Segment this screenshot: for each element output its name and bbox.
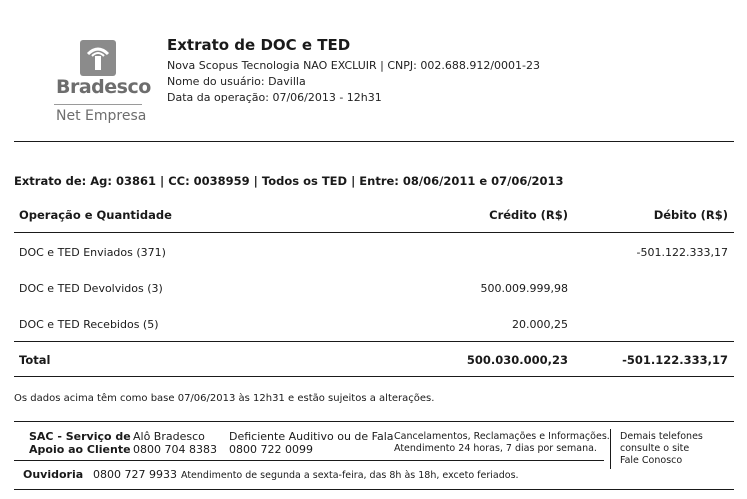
brand-name: Bradesco: [56, 76, 151, 98]
page-title: Extrato de DOC e TED: [167, 36, 351, 54]
column-header-credit: Crédito (R$): [489, 208, 568, 222]
operation-date: Data da operação: 07/06/2013 - 12h31: [167, 91, 382, 104]
total-debit: -501.122.333,17: [622, 353, 728, 367]
header-divider: [14, 141, 734, 142]
table-row-label: DOC e TED Devolvidos (3): [19, 282, 163, 295]
table-row-debit: -501.122.333,17: [636, 246, 728, 259]
total-bottom-divider: [14, 376, 734, 377]
cancel-info-line2: Atendimento 24 horas, 7 dias por semana.: [394, 443, 597, 454]
disclaimer-note: Os dados acima têm como base 07/06/2013 às 12h31 e estão sujeitos a alterações.: [14, 393, 435, 404]
alo-bradesco-phone[interactable]: 0800 704 8383: [133, 443, 217, 456]
bradesco-logo: [52, 38, 151, 128]
sac-title-line1: SAC - Serviço de: [29, 430, 131, 443]
table-row-label: DOC e TED Enviados (371): [19, 246, 166, 259]
footer-bottom-divider: [14, 489, 734, 490]
total-label: Total: [19, 353, 51, 367]
ouvidoria-phone[interactable]: 0800 727 9933: [93, 468, 177, 481]
ouvidoria-hours: Atendimento de segunda a sexta-feira, das 8h às 18h, exceto feriados.: [181, 470, 519, 481]
product-name: Net Empresa: [56, 108, 147, 124]
statement-summary: Extrato de: Ag: 03861 | CC: 0038959 | Todos os TED | Entre: 08/06/2011 e 07/06/2013: [14, 174, 564, 188]
total-credit: 500.030.000,23: [466, 353, 568, 367]
ouvidoria-label: Ouvidoria: [23, 468, 84, 481]
bradesco-tree-icon: [80, 40, 116, 76]
table-row-label: DOC e TED Recebidos (5): [19, 318, 159, 331]
company-info: Nova Scopus Tecnologia NAO EXCLUIR | CNPJ: 002.688.912/0001-23: [167, 59, 541, 72]
footer-mid-divider: [14, 460, 604, 461]
logo-divider: [54, 104, 142, 105]
footer-top-divider: [14, 421, 734, 422]
column-header-debit: Débito (R$): [653, 208, 728, 222]
fale-conosco-link[interactable]: Fale Conosco: [620, 455, 683, 466]
alo-bradesco-label: Alô Bradesco: [133, 430, 205, 443]
cancel-info-line1: Cancelamentos, Reclamações e Informações.: [394, 431, 610, 442]
user-name: Nome do usuário: Davilla: [167, 75, 306, 88]
other-phones-line2: consulte o site: [620, 443, 690, 454]
table-header-divider: [14, 232, 734, 233]
column-header-operation: Operação e Quantidade: [19, 208, 172, 222]
deaf-service-phone[interactable]: 0800 722 0099: [229, 443, 313, 456]
table-row-credit: 500.009.999,98: [480, 282, 568, 295]
deaf-service-label: Deficiente Auditivo ou de Fala: [229, 430, 394, 443]
table-row-credit: 20.000,25: [512, 318, 568, 331]
footer-vertical-divider: [610, 429, 611, 469]
total-divider: [14, 341, 734, 342]
sac-title-line2: Apoio ao Cliente: [29, 443, 131, 456]
other-phones-line1: Demais telefones: [620, 431, 703, 442]
